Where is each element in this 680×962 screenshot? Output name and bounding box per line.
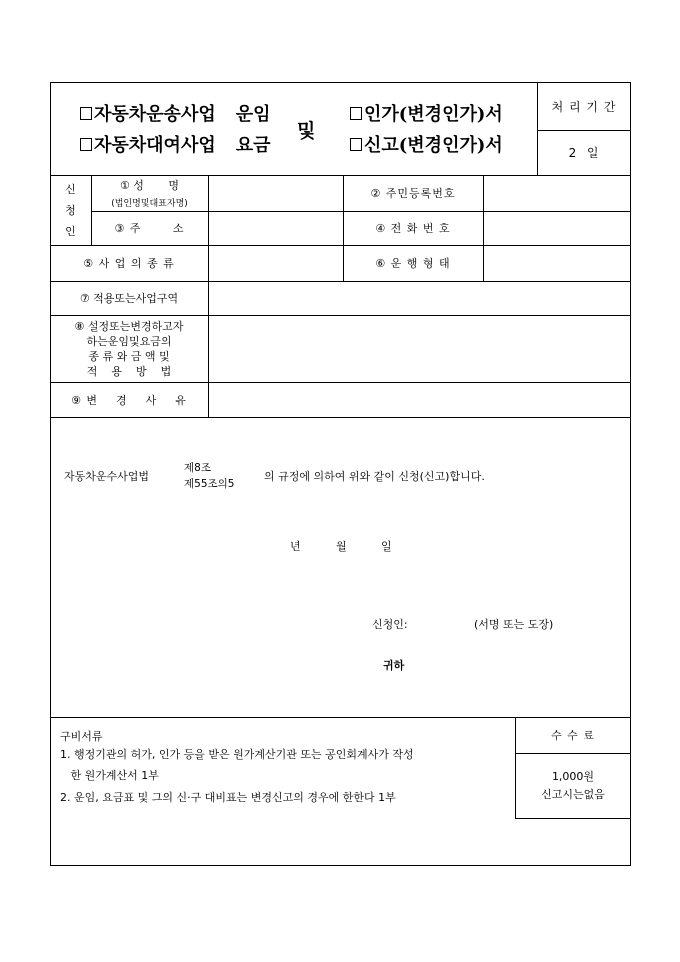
checkbox-report[interactable] [350, 138, 362, 151]
area-field[interactable] [209, 282, 630, 314]
area-label: ⑦ 적용또는사업구역 [79, 292, 179, 305]
fee-label: 수 수 료 [551, 729, 595, 742]
signature-field[interactable] [415, 612, 470, 632]
business-type-field[interactable] [209, 246, 342, 280]
divider [50, 417, 631, 418]
title-line-2-right: 신고(변경인가)서 [350, 131, 503, 157]
operation-type-field[interactable] [484, 246, 630, 280]
processing-label: 처 리 기 간 [551, 99, 617, 114]
phone-field[interactable] [484, 212, 630, 244]
applicant-side-label: 신 청 인 [65, 183, 76, 238]
phone-label: ④ 전 화 번 호 [375, 222, 451, 235]
document-item: 한 원가계산서 1부 [60, 769, 159, 782]
operation-type-label: ⑥ 운 행 형 태 [375, 257, 451, 270]
rrn-field[interactable] [484, 176, 630, 210]
date-month: 월 [336, 540, 347, 553]
title-line-1-left: 자동차운송사업 운임 [80, 100, 271, 126]
applicant-sign-label: 신청인: [372, 618, 408, 631]
reason-label: ⑨ 변 경 사 유 [71, 393, 187, 407]
title-line-1-right: 인가(변경인가)서 [350, 100, 503, 126]
law-name: 자동차운수사업법 [64, 470, 150, 483]
title-conj: 및 [297, 120, 316, 142]
date-day: 일 [381, 540, 392, 553]
name-field[interactable] [209, 176, 342, 210]
law-article-1: 제8조 [184, 462, 211, 474]
sign-or-stamp: (서명 또는 도장) [474, 618, 554, 631]
recipient-label: 귀하 [383, 659, 405, 672]
documents-heading: 구비서류 [60, 730, 103, 743]
processing-value: 2 일 [568, 146, 600, 160]
reason-field[interactable] [209, 383, 630, 416]
fare-label: ⑧ 설정또는변경하고자 하는운임및요금의 종 류 와 금 액 및 적 용 방 법 [74, 319, 184, 378]
name-label: ① 성 명 (법인명및대표자명) [111, 179, 188, 209]
address-field[interactable] [209, 212, 342, 244]
fare-field[interactable] [209, 316, 630, 381]
checkbox-rental[interactable] [80, 138, 92, 151]
title-line-2-left: 자동차대여사업 요금 [80, 131, 271, 157]
checkbox-transport[interactable] [80, 107, 92, 120]
document-item: 1. 행정기관의 허가, 인가 등을 받은 원가계산기관 또는 공인회계사가 작성 [60, 748, 414, 761]
law-article-2: 제55조의5 [184, 478, 235, 490]
rrn-label: ② 주민등록번호 [370, 187, 456, 200]
business-type-label: ⑤ 사 업 의 종 류 [83, 257, 175, 270]
divider [515, 818, 631, 819]
date-year: 년 [290, 540, 301, 553]
address-label: ③ 주 소 [114, 222, 185, 235]
fee-value: 1,000원 신고시는없음 [541, 769, 605, 801]
declaration-text: 의 규정에 의하여 위와 같이 신청(신고)합니다. [264, 470, 485, 483]
checkbox-approval[interactable] [350, 107, 362, 120]
document-item: 2. 운임, 요금표 및 그의 신·구 대비표는 변경신고의 경우에 한한다 1부 [60, 791, 396, 804]
